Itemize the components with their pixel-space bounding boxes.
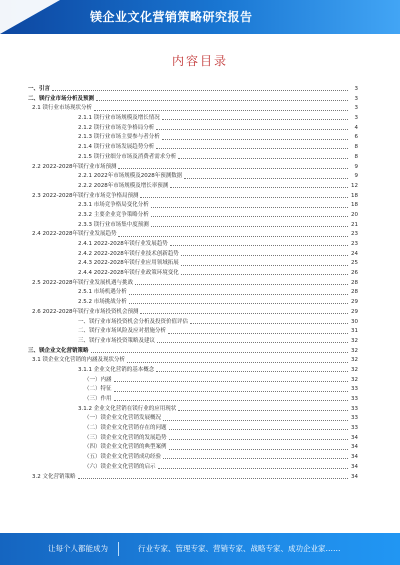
- toc-dot-leader: [94, 110, 348, 111]
- toc-entry[interactable]: [28, 463, 358, 473]
- toc-entry[interactable]: [28, 385, 358, 395]
- toc-entry-label: 2.1 镁行业市场现状分析: [32, 105, 92, 112]
- toc-entry-page: 33: [351, 425, 358, 432]
- toc-entry[interactable]: [28, 95, 358, 105]
- toc-dot-leader: [158, 468, 348, 469]
- toc-entry-label: 3.1.1 企业文化营销的基本概念: [78, 366, 155, 373]
- toc-entry[interactable]: [28, 337, 358, 347]
- toc-entry-label: （四）镁企业文化营销的典型案例: [84, 444, 167, 451]
- toc-entry[interactable]: [28, 424, 358, 434]
- toc-entry[interactable]: [28, 318, 358, 328]
- toc-dot-leader: [169, 439, 348, 440]
- toc-dot-leader: [169, 449, 348, 450]
- toc-entry[interactable]: [28, 405, 358, 415]
- toc-entry-label: 2.3.2 主要企业竞争策略分析: [78, 211, 149, 218]
- toc-dot-leader: [151, 207, 348, 208]
- toc-entry[interactable]: [28, 104, 358, 114]
- toc-entry[interactable]: [28, 114, 358, 124]
- toc-entry-label: （二）镁企业文化营销存在的问题: [84, 425, 167, 432]
- toc-entry-page: 8: [354, 153, 358, 160]
- toc-entry[interactable]: [28, 182, 358, 192]
- toc-entry-label: 2.1.5 镁行业细分市场及消费者需求分析: [78, 153, 177, 160]
- toc-entry[interactable]: [28, 85, 358, 95]
- toc-entry[interactable]: [28, 221, 358, 231]
- toc-entry[interactable]: [28, 240, 358, 250]
- toc-entry-label: 2.1.4 镁行业市场发展趋势分析: [78, 144, 155, 151]
- toc-entry[interactable]: [28, 288, 358, 298]
- toc-entry-label: 2.2.1 2022年市场规模及2028年预测数据: [78, 173, 183, 180]
- toc-entry-page: 32: [351, 347, 358, 354]
- toc-entry-label: （一）内涵: [84, 376, 112, 383]
- toc-dot-leader: [127, 362, 348, 363]
- toc-entry-label: 三、镁企业文化营销策略: [28, 347, 89, 354]
- toc-entry[interactable]: [28, 327, 358, 337]
- toc-entry-label: 2.4 2022-2028年镁行业发展趋势: [32, 231, 117, 238]
- toc-entry[interactable]: [28, 143, 358, 153]
- toc-dot-leader: [140, 313, 348, 314]
- toc-dot-leader: [168, 333, 348, 334]
- toc-dot-leader: [170, 245, 348, 246]
- toc-dot-leader: [114, 400, 348, 401]
- toc-dot-leader: [151, 216, 348, 217]
- toc-entry-label: （三）镁企业文化营销的发展趋势: [84, 434, 167, 441]
- toc-dot-leader: [170, 187, 348, 188]
- toc-entry-page: 30: [351, 318, 358, 325]
- toc-entry-label: 2.4.2 2022-2028年镁行业技术创新趋势: [78, 250, 179, 257]
- toc-entry-page: 3: [354, 115, 358, 122]
- toc-entry-page: 28: [351, 289, 358, 296]
- toc-entry-page: 6: [354, 134, 358, 141]
- toc-entry-page: 3: [354, 105, 358, 112]
- toc-entry-label: 2.3.3 镁行业市场集中度预测: [78, 221, 149, 228]
- toc-entry-page: 9: [354, 163, 358, 170]
- toc-entry[interactable]: [28, 192, 358, 202]
- footer-slogan-left: 让每个人都能成为: [48, 544, 108, 553]
- toc-entry-label: 2.1.2 镁行业市场竞争格局分析: [78, 124, 155, 131]
- toc-dot-leader: [91, 352, 348, 353]
- toc-entry[interactable]: [28, 163, 358, 173]
- toc-dot-leader: [181, 274, 348, 275]
- toc-entry-page: 21: [351, 221, 358, 228]
- toc-entry-page: 25: [351, 260, 358, 267]
- toc-entry-page: 12: [351, 182, 358, 189]
- toc-dot-leader: [163, 420, 348, 421]
- toc-entry[interactable]: [28, 259, 358, 269]
- toc-entry[interactable]: [28, 298, 358, 308]
- toc-dot-leader: [118, 168, 348, 169]
- toc-entry-page: 34: [351, 473, 358, 480]
- toc-entry-page: 32: [351, 366, 358, 373]
- toc-entry-page: 33: [351, 396, 358, 402]
- toc-dot-leader: [181, 265, 348, 266]
- page-header: [0, 0, 400, 34]
- toc-dot-leader: [157, 342, 348, 343]
- toc-entry-label: 2.5 2022-2028年镁行业发展机遇与挑战: [32, 279, 133, 286]
- table-of-contents: [28, 85, 358, 482]
- toc-entry-page: 23: [351, 241, 358, 247]
- toc-entry-label: 3.2 文化营销策略: [32, 473, 76, 480]
- toc-entry-page: 34: [351, 454, 358, 461]
- toc-entry-page: 18: [351, 192, 358, 199]
- toc-entry-page: 31: [351, 328, 358, 335]
- toc-entry-page: 34: [351, 434, 358, 441]
- toc-entry[interactable]: [28, 376, 358, 386]
- toc-entry[interactable]: [28, 250, 358, 260]
- toc-entry-page: 32: [351, 376, 358, 383]
- toc-entry-page: 32: [351, 357, 358, 364]
- toc-entry-label: 2.3 2022-2028年镁行业市场竞争格局预测: [32, 192, 139, 199]
- toc-entry-label: 2.4.3 2022-2028年镁行业应用领域拓展: [78, 260, 179, 267]
- toc-entry[interactable]: [28, 279, 358, 289]
- toc-entry-label: 2.2 2022-2028年镁行业市场预测: [32, 163, 117, 170]
- toc-entry[interactable]: [28, 366, 358, 376]
- toc-entry-page: 24: [351, 250, 358, 257]
- toc-dot-leader: [114, 391, 348, 392]
- toc-entry[interactable]: [28, 434, 358, 444]
- toc-entry-label: 2.4.4 2022-2028年镁行业政策环境变化: [78, 270, 179, 277]
- toc-dot-leader: [184, 178, 348, 179]
- toc-heading: 内容目录: [171, 54, 228, 68]
- toc-dot-leader: [129, 294, 348, 295]
- toc-dot-leader: [52, 90, 348, 91]
- toc-entry-page: 33: [351, 405, 358, 412]
- toc-entry[interactable]: [28, 269, 358, 279]
- toc-entry[interactable]: [28, 124, 358, 134]
- toc-dot-leader: [190, 323, 348, 324]
- toc-entry-label: 2.4.1 2022-2028年镁行业发展趋势: [78, 241, 168, 247]
- toc-dot-leader: [140, 197, 348, 198]
- toc-entry-page: 4: [354, 124, 358, 131]
- toc-dot-leader: [135, 284, 348, 285]
- toc-entry-label: 2.5.1 市场机遇分析: [78, 289, 127, 296]
- toc-dot-leader: [163, 458, 348, 459]
- toc-dot-leader: [156, 148, 348, 149]
- toc-dot-leader: [151, 226, 348, 227]
- toc-entry-page: 20: [351, 211, 358, 218]
- toc-entry-label: 3.1 镁企业文化营销的内涵及现状分析: [32, 357, 125, 364]
- toc-dot-leader: [114, 381, 348, 382]
- toc-dot-leader: [169, 429, 348, 430]
- toc-entry-page: 23: [351, 231, 358, 238]
- toc-entry-label: 三、镁行业市场投资策略及建议: [78, 337, 156, 344]
- toc-entry-page: 29: [351, 299, 358, 306]
- toc-entry-label: 二、镁行业市场分析及预测: [28, 95, 95, 102]
- toc-entry-page: 8: [354, 144, 358, 151]
- toc-entry-label: 2.1.1 镁行业市场规模及增长情况: [78, 115, 160, 122]
- toc-dot-leader: [162, 119, 348, 120]
- toc-entry[interactable]: [28, 153, 358, 163]
- toc-entry[interactable]: [28, 356, 358, 366]
- toc-entry-label: 2.6 2022-2028年镁行业市场投资机会预测: [32, 308, 139, 315]
- page-footer: [0, 533, 400, 565]
- toc-entry-page: 18: [351, 202, 358, 209]
- toc-dot-leader: [178, 158, 348, 159]
- toc-dot-leader: [162, 139, 348, 140]
- toc-entry-page: 33: [351, 415, 358, 422]
- toc-entry[interactable]: [28, 443, 358, 453]
- toc-entry-page: 3: [354, 86, 358, 92]
- toc-entry-page: 26: [351, 270, 358, 277]
- toc-dot-leader: [118, 236, 348, 237]
- report-title: 镁企业文化营销策略研究报告: [90, 10, 253, 24]
- toc-entry-label: （二）特征: [84, 386, 112, 393]
- toc-entry[interactable]: [28, 172, 358, 182]
- toc-dot-leader: [178, 410, 348, 411]
- toc-entry-page: 3: [354, 95, 358, 102]
- footer-slogan-right: 行业专家、管理专家、营销专家、战略专家、成功企业家……: [138, 544, 341, 553]
- toc-dot-leader: [156, 371, 348, 372]
- toc-entry[interactable]: [28, 395, 358, 405]
- toc-entry[interactable]: [28, 211, 358, 221]
- toc-entry[interactable]: [28, 308, 358, 318]
- toc-entry-label: 2.3.1 市场竞争格局变化分析: [78, 202, 149, 209]
- toc-entry[interactable]: [28, 347, 358, 357]
- toc-entry-label: 一、镁行业市场投资机会分析及投资价值评估: [78, 318, 189, 325]
- toc-entry[interactable]: [28, 473, 358, 483]
- header-corner-shape: [0, 0, 60, 34]
- toc-entry-label: （一）镁企业文化营销发展概况: [84, 415, 162, 422]
- toc-dot-leader: [96, 100, 348, 101]
- toc-entry-page: 28: [351, 279, 358, 286]
- toc-entry-page: 33: [351, 386, 358, 393]
- toc-entry-label: （五）镁企业文化营销成功经验: [84, 454, 162, 461]
- toc-dot-leader: [181, 255, 348, 256]
- toc-entry-label: 2.1.3 镁行业市场主要参与者分析: [78, 134, 160, 141]
- toc-entry-label: 2.5.2 市场挑战分析: [78, 299, 127, 306]
- toc-entry-label: 一、引言: [28, 86, 51, 92]
- footer-divider: [118, 542, 119, 556]
- toc-entry-label: （六）镁企业文化营销的启示: [84, 463, 156, 470]
- toc-entry[interactable]: [28, 201, 358, 211]
- toc-entry-label: 二、镁行业市场风险及应对措施分析: [78, 328, 167, 335]
- toc-entry[interactable]: [28, 414, 358, 424]
- toc-entry-page: 34: [351, 444, 358, 451]
- toc-dot-leader: [156, 129, 348, 130]
- toc-entry[interactable]: [28, 230, 358, 240]
- toc-entry[interactable]: [28, 453, 358, 463]
- toc-entry-page: 29: [351, 308, 358, 315]
- toc-entry-page: 9: [354, 173, 358, 180]
- toc-entry[interactable]: [28, 133, 358, 143]
- toc-entry-page: 32: [351, 337, 358, 344]
- toc-dot-leader: [78, 478, 349, 479]
- toc-entry-page: 34: [351, 463, 358, 470]
- toc-entry-label: （三）作用: [84, 396, 112, 402]
- toc-entry-label: 3.1.2 企业文化营销在镁行业的应用现状: [78, 405, 177, 412]
- toc-entry-label: 2.2.2 2028年市场规模及增长率预测: [78, 182, 169, 189]
- toc-dot-leader: [129, 303, 348, 304]
